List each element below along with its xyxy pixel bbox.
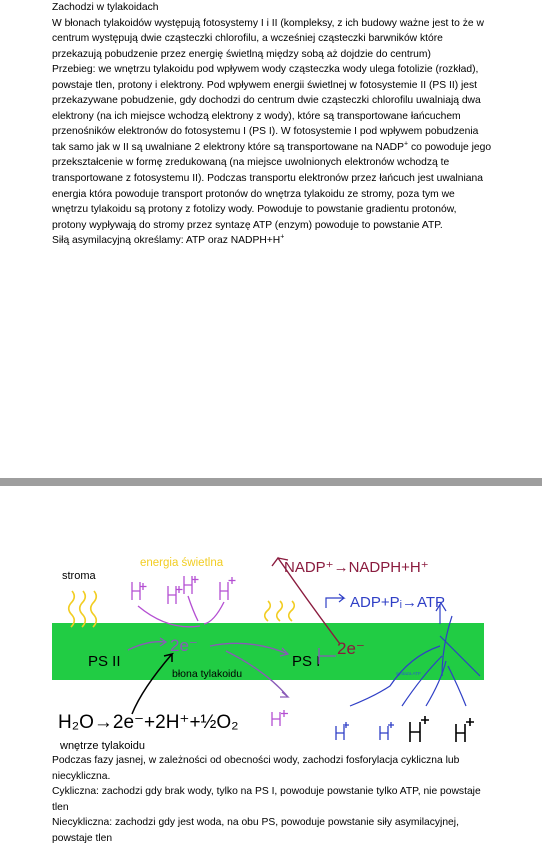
light-rays-right (265, 601, 295, 621)
paragraph-phosphorylation: Podczas fazy jasnej, w zależności od obecności wody, zachodzi fosforylacja cykliczna lub niecykliczna. (52, 755, 460, 782)
electrons-label-1: 2e⁻ (170, 636, 198, 655)
proton-cluster-stroma (132, 576, 236, 627)
paragraph-cyclic: Cykliczna: zachodzi gdy brak wody, tylko na PS I, powoduje powstanie tylko ATP, nie powstaje tlen (52, 786, 481, 813)
paragraph-photosystems: W błonach tylakoidów występują fotosystemy I i II (kompleksy, z ich budowy ważne jest to że w centrum występują dwie cząsteczki chlorofilu, a wcześniej cząsteczki barwników które przekazują pobudzenie przez energię świetlną między sobą aż dojdzie do centrum) (52, 17, 484, 60)
paragraph-noncyclic: Niecykliczna: zachodzi gdy jest woda, na obu PS, powoduje powstanie siły asymilacyjnej, powstaje tlen (52, 817, 459, 844)
photosystem-1-label: PS I (292, 653, 321, 670)
stroma-label: stroma (62, 570, 96, 582)
paragraph-process: Przebieg: we wnętrzu tylakoidu pod wpływem wody cząsteczka wody ulega fotolizie (rozkład), powstaje tlen, protony i elektrony. Pod wpływem energii świetlnej w fotosystemie II (PS II) jest przekazywane pobudzenie, gdy dochodzi do centrum dwie cząsteczki chlorofilu uwalniają dwa elektrony (na ich miejsce wchodzą elektrony z wody), które są transportowane łańcuchem przenośników elektronów do fotosystemu I (PS I). W fotosystemie I pod wpływem pobudzenia tak samo jak w II są uwalniane 2 elektrony które są transportowane na NADP+ co powoduje jego przekształcenie w formę zredukowaną (na miejsce uwolnionych elektronów wchodzą te transportowane z fotosystemu II). Podczas transportu elektronów przez łańcuch jest uwalniana energia która powoduje transport protonów do wnętrza tylakoidu ze stromy, poza tym we wnętrzu tylakoidu są protony z fotolizy wody. Powoduje to powstanie gradientu protonów, protony wypływają do stromy przez syntazę ATP (enzym) powoduje to powstanie ATP. (52, 64, 492, 231)
page-two (0, 486, 542, 855)
electrons-label-2: 2e⁻ (337, 639, 365, 658)
synthase-label: syntaza ATP (396, 671, 421, 676)
page-separator (0, 478, 542, 486)
membrane-label: błona tylakoidu (172, 668, 243, 680)
lumen-protons (336, 716, 474, 742)
water-equation: H₂O→2e⁻+2H⁺+½O₂ (58, 712, 239, 733)
light-rays-left (69, 591, 97, 627)
text-section-2 (52, 753, 492, 846)
atp-equation: ADP+Pᵢ→ATP (350, 594, 446, 611)
section-title: Zachodzi w tylakoidach (52, 2, 159, 13)
lumen-proton-purple (272, 710, 288, 726)
light-energy-label: energia świetlna (140, 557, 224, 569)
text-section-1 (52, 0, 492, 249)
nadp-equation: NADP⁺→NADPH+H⁺ (284, 559, 429, 576)
lumen-label: wnętrze tylakoidu (60, 740, 145, 751)
paragraph-assimilation: Siłą asymilacyjną określamy: ATP oraz NADPH+H+ (52, 233, 285, 247)
photosystem-2-label: PS II (88, 653, 121, 670)
thylakoid-diagram (0, 486, 542, 751)
